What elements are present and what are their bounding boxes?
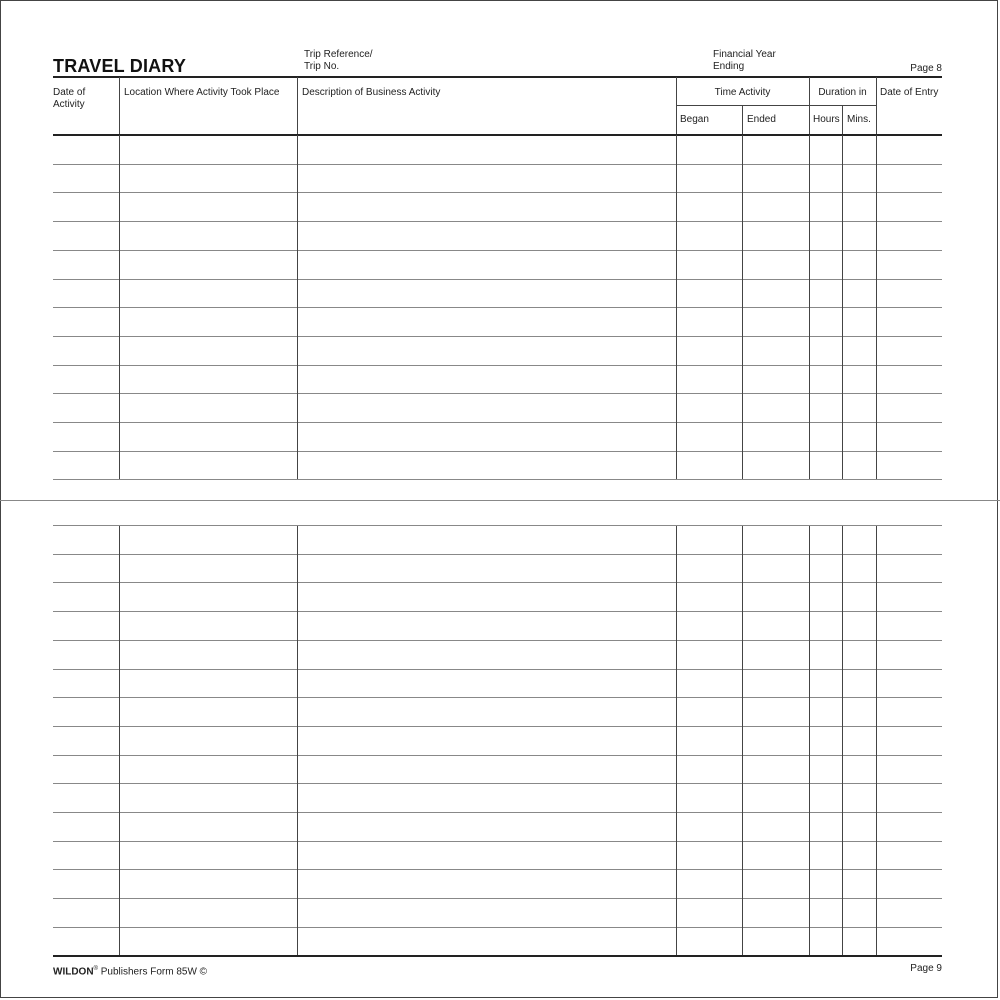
col-began: Began xyxy=(680,114,709,125)
col-date-of-activity xyxy=(53,87,85,111)
page-8-row-line xyxy=(53,479,942,480)
page-fold xyxy=(0,500,1000,501)
header-divider xyxy=(809,77,810,135)
trip-reference-line2: Trip No. xyxy=(304,61,340,72)
page-8-column-line xyxy=(809,135,810,479)
page-9-column-line xyxy=(809,525,810,927)
page-number-bottom: Page 9 xyxy=(910,963,942,974)
footer-rule xyxy=(53,955,942,957)
header-divider xyxy=(876,77,877,135)
col-description: Description of Business Activity xyxy=(302,87,441,98)
header-subrule xyxy=(676,105,876,106)
page-9-column-line xyxy=(876,927,877,955)
header-divider xyxy=(842,106,843,135)
page-9-column-line xyxy=(876,525,877,927)
page-9-column-line xyxy=(742,525,743,927)
page-8-column-line xyxy=(676,135,677,479)
col-date-of-entry: Date of Entry xyxy=(880,87,939,98)
page-9-column-line xyxy=(676,525,677,927)
page-9-column-line xyxy=(676,927,677,955)
col-duration: Duration in xyxy=(818,87,867,98)
page-8-column-line xyxy=(119,135,120,479)
page-8-column-line xyxy=(842,135,843,479)
page-9-column-line xyxy=(842,927,843,955)
col-ended: Ended xyxy=(747,114,776,125)
page-8-column-line xyxy=(297,135,298,479)
publisher-brand: WILDON xyxy=(53,966,94,978)
col-mins: Mins. xyxy=(847,114,871,125)
trip-reference-line1: Trip Reference/ xyxy=(304,49,373,60)
financial-year-line2: Ending xyxy=(713,61,745,72)
header-divider xyxy=(297,77,298,135)
page-8-column-line xyxy=(742,135,743,479)
financial-year-line1: Financial Year xyxy=(713,49,776,60)
col-hours: Hours xyxy=(813,114,840,125)
page-9-column-line xyxy=(119,927,120,955)
page-9-column-line xyxy=(297,927,298,955)
publisher-form: Publishers Form 85W © xyxy=(100,966,208,978)
publisher-footer xyxy=(53,963,207,978)
header-divider xyxy=(119,77,120,135)
col-date-line2: Activity xyxy=(53,99,85,110)
page-9-column-line xyxy=(842,525,843,927)
col-location: Location Where Activity Took Place xyxy=(124,87,280,98)
page-9-top-line xyxy=(53,525,942,526)
page-number-top: Page 8 xyxy=(910,63,942,74)
page-9-column-line xyxy=(742,927,743,955)
page-9-column-line xyxy=(809,927,810,955)
page-8-column-line xyxy=(876,135,877,479)
page-title: TRAVEL DIARY xyxy=(53,56,187,76)
trip-reference-label xyxy=(304,49,373,73)
financial-year-label xyxy=(713,49,776,73)
col-time-activity: Time Activity xyxy=(714,87,771,98)
page-9-column-line xyxy=(297,525,298,927)
registered-mark: ® xyxy=(93,966,98,972)
header-divider xyxy=(676,77,677,135)
page-9-column-line xyxy=(119,525,120,927)
col-date-line1: Date of xyxy=(53,87,86,98)
header-divider xyxy=(742,106,743,135)
